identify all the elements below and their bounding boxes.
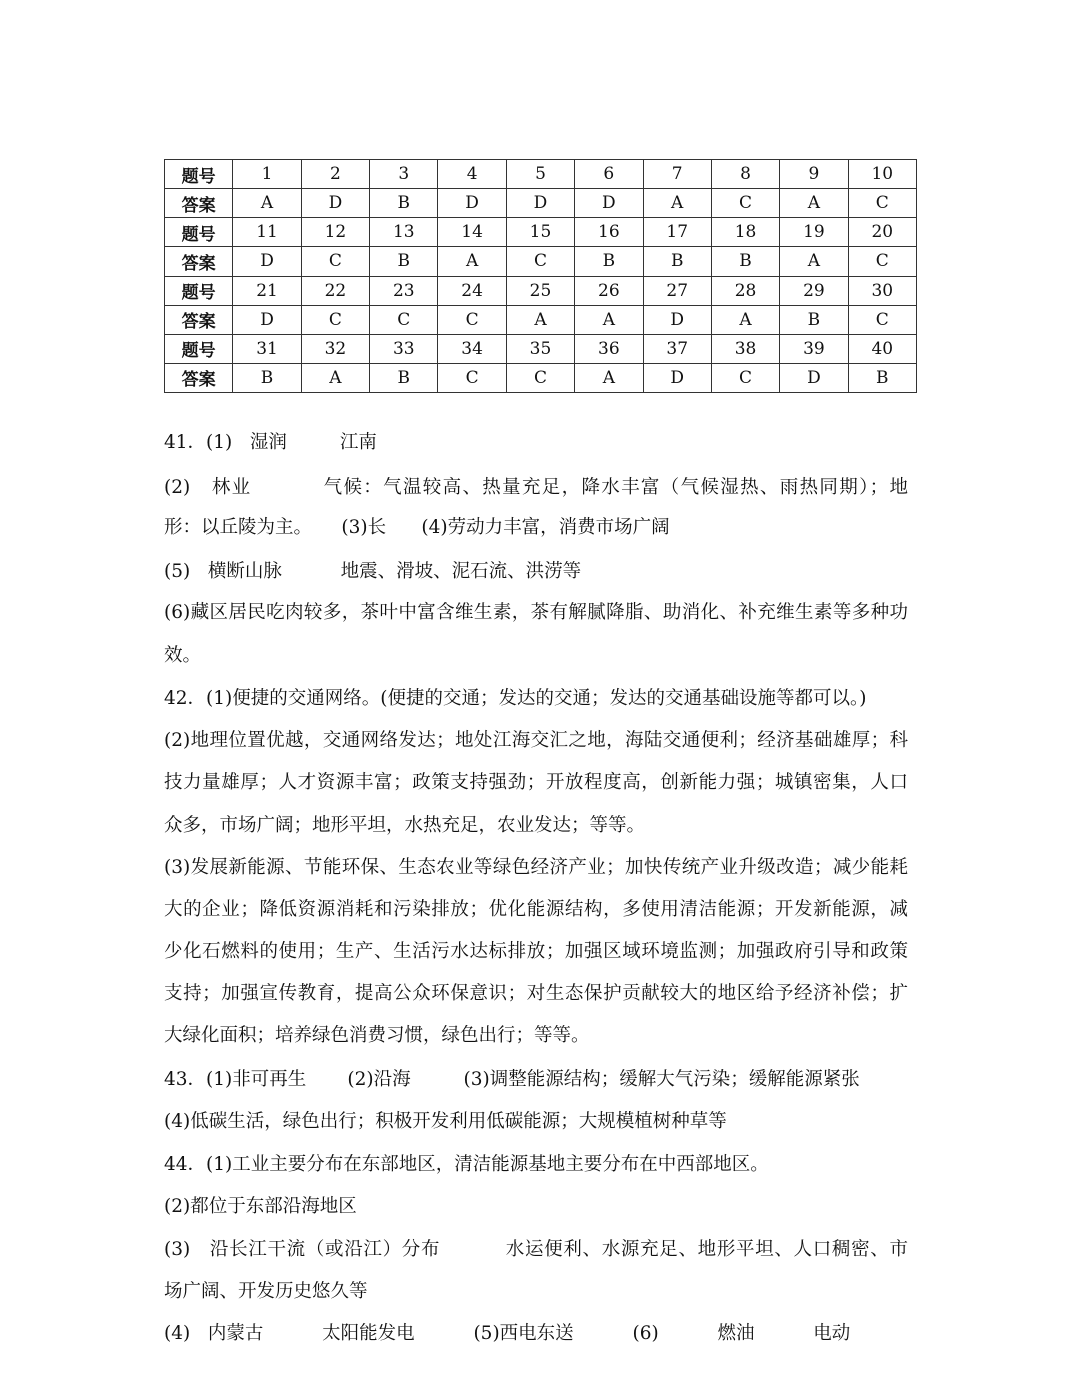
row-label: 答案 — [165, 305, 233, 334]
table-cell: D — [438, 189, 506, 218]
table-cell: D — [643, 363, 711, 392]
table-cell: D — [780, 363, 848, 392]
q41-line-1: 41．(1) 湿润 江南 — [164, 432, 377, 453]
table-cell: 9 — [780, 160, 848, 189]
table-cell: C — [370, 305, 438, 334]
table-cell: 27 — [643, 276, 711, 305]
table-cell: D — [233, 247, 301, 276]
q42-line-8: 支持；加强宣传教育，提高公众环保意识；对生态保护贡献较大的地区给予经济补偿；扩 — [164, 983, 908, 1004]
table-cell: C — [438, 363, 506, 392]
q43-line-1: 43．(1)非可再生 (2)沿海 (3)调整能源结构；缓解大气污染；缓解能源紧张 — [164, 1069, 860, 1090]
table-row — [165, 189, 917, 218]
q44-line-3: (3) 沿长江干流（或沿江）分布 水运便利、水源充足、地形平坦、人口稠密、市 — [164, 1239, 908, 1260]
row-label: 题号 — [165, 218, 233, 247]
table-cell: A — [780, 189, 848, 218]
table-cell: 38 — [711, 334, 779, 363]
q41-line-6: 效。 — [164, 645, 202, 666]
table-cell: 6 — [575, 160, 643, 189]
table-cell: 28 — [711, 276, 779, 305]
table-cell: B — [233, 363, 301, 392]
row-label: 答案 — [165, 247, 233, 276]
table-cell: 16 — [575, 218, 643, 247]
table-cell: A — [575, 363, 643, 392]
table-cell: 29 — [780, 276, 848, 305]
table-cell: B — [848, 363, 916, 392]
q42-line-4: 众多，市场广阔；地形平坦，水热充足，农业发达；等等。 — [164, 815, 646, 836]
table-cell: 2 — [301, 160, 369, 189]
table-cell: 34 — [438, 334, 506, 363]
table-cell: 13 — [370, 218, 438, 247]
q44-line-4: 场广阔、开发历史悠久等 — [164, 1281, 368, 1302]
table-row — [165, 218, 917, 247]
table-cell: 36 — [575, 334, 643, 363]
table-cell: 19 — [780, 218, 848, 247]
q41-line-3: 形：以丘陵为主。 (3)长 (4)劳动力丰富，消费市场广阔 — [164, 517, 670, 538]
table-cell: 15 — [506, 218, 574, 247]
table-row — [165, 247, 917, 276]
table-cell: 3 — [370, 160, 438, 189]
table-cell: 33 — [370, 334, 438, 363]
table-cell: 32 — [301, 334, 369, 363]
table-cell: D — [506, 189, 574, 218]
table-cell: D — [301, 189, 369, 218]
q42-line-7: 少化石燃料的使用；生产、生活污水达标排放；加强区域环境监测；加强政府引导和政策 — [164, 941, 908, 962]
table-cell: D — [575, 189, 643, 218]
table-cell: 1 — [233, 160, 301, 189]
table-cell: C — [711, 363, 779, 392]
q44-line-2: (2)都位于东部沿海地区 — [164, 1196, 357, 1217]
table-cell: C — [506, 363, 574, 392]
table-cell: 8 — [711, 160, 779, 189]
table-cell: 21 — [233, 276, 301, 305]
table-cell: C — [848, 189, 916, 218]
table-cell: B — [575, 247, 643, 276]
q42-line-2: (2)地理位置优越，交通网络发达；地处江海交汇之地，海陆交通便利；经济基础雄厚；科 — [164, 730, 908, 751]
table-cell: B — [643, 247, 711, 276]
table-row — [165, 160, 917, 189]
table-cell: 31 — [233, 334, 301, 363]
table-row — [165, 305, 917, 334]
table-cell: A — [643, 189, 711, 218]
table-cell: B — [780, 305, 848, 334]
table-cell: C — [301, 247, 369, 276]
table-cell: D — [233, 305, 301, 334]
table-cell: 24 — [438, 276, 506, 305]
row-label: 题号 — [165, 160, 233, 189]
table-row — [165, 334, 917, 363]
table-cell: 4 — [438, 160, 506, 189]
q44-line-5: (4) 内蒙古 太阳能发电 (5)西电东送 (6) 燃油 电动 — [164, 1323, 851, 1344]
table-cell: 11 — [233, 218, 301, 247]
table-cell: 7 — [643, 160, 711, 189]
table-cell: C — [506, 247, 574, 276]
table-cell: 30 — [848, 276, 916, 305]
q44-line-1: 44．(1)工业主要分布在东部地区，清洁能源基地主要分布在中西部地区。 — [164, 1154, 769, 1175]
q42-line-9: 大绿化面积；培养绿色消费习惯，绿色出行；等等。 — [164, 1025, 590, 1046]
q41-line-4: (5) 横断山脉 地震、滑坡、泥石流、洪涝等 — [164, 561, 582, 582]
table-row — [165, 363, 917, 392]
q43-line-2: (4)低碳生活，绿色出行；积极开发利用低碳能源；大规模植树种草等 — [164, 1111, 727, 1132]
table-cell: B — [370, 247, 438, 276]
table-cell: 14 — [438, 218, 506, 247]
table-cell: B — [370, 189, 438, 218]
table-cell: A — [301, 363, 369, 392]
q42-line-3: 技力量雄厚；人才资源丰富；政策支持强劲；开放程度高，创新能力强；城镇密集，人口 — [164, 772, 908, 793]
table-cell: C — [711, 189, 779, 218]
table-cell: C — [848, 247, 916, 276]
answer-table — [164, 159, 917, 393]
q41-line-2: (2) 林业 气候：气温较高、热量充足，降水丰富（气候湿热、雨热同期）；地 — [164, 477, 908, 498]
table-cell: 17 — [643, 218, 711, 247]
table-cell: 23 — [370, 276, 438, 305]
table-cell: 26 — [575, 276, 643, 305]
table-row — [165, 276, 917, 305]
row-label: 题号 — [165, 334, 233, 363]
row-label: 题号 — [165, 276, 233, 305]
q41-line-5: (6)藏区居民吃肉较多，茶叶中富含维生素，茶有解腻降脂、助消化、补充维生素等多种功 — [164, 602, 908, 623]
table-cell: C — [848, 305, 916, 334]
table-cell: A — [780, 247, 848, 276]
q42-line-1: 42．(1)便捷的交通网络。(便捷的交通；发达的交通；发达的交通基础设施等都可以。) — [164, 688, 867, 709]
table-cell: 12 — [301, 218, 369, 247]
table-cell: B — [711, 247, 779, 276]
table-cell: 40 — [848, 334, 916, 363]
table-cell: A — [711, 305, 779, 334]
table-cell: D — [643, 305, 711, 334]
table-cell: 37 — [643, 334, 711, 363]
table-cell: 10 — [848, 160, 916, 189]
q42-line-5: (3)发展新能源、节能环保、生态农业等绿色经济产业；加快传统产业升级改造；减少能耗 — [164, 857, 908, 878]
row-label: 答案 — [165, 189, 233, 218]
table-cell: 18 — [711, 218, 779, 247]
table-cell: 25 — [506, 276, 574, 305]
table-cell: B — [370, 363, 438, 392]
q42-line-6: 大的企业；降低资源消耗和污染排放；优化能源结构，多使用清洁能源；开发新能源，减 — [164, 899, 908, 920]
table-cell: 20 — [848, 218, 916, 247]
table-cell: A — [233, 189, 301, 218]
table-cell: 22 — [301, 276, 369, 305]
table-cell: A — [506, 305, 574, 334]
table-cell: 39 — [780, 334, 848, 363]
table-cell: A — [438, 247, 506, 276]
table-cell: A — [575, 305, 643, 334]
table-cell: 5 — [506, 160, 574, 189]
table-cell: C — [438, 305, 506, 334]
table-cell: C — [301, 305, 369, 334]
row-label: 答案 — [165, 363, 233, 392]
table-cell: 35 — [506, 334, 574, 363]
